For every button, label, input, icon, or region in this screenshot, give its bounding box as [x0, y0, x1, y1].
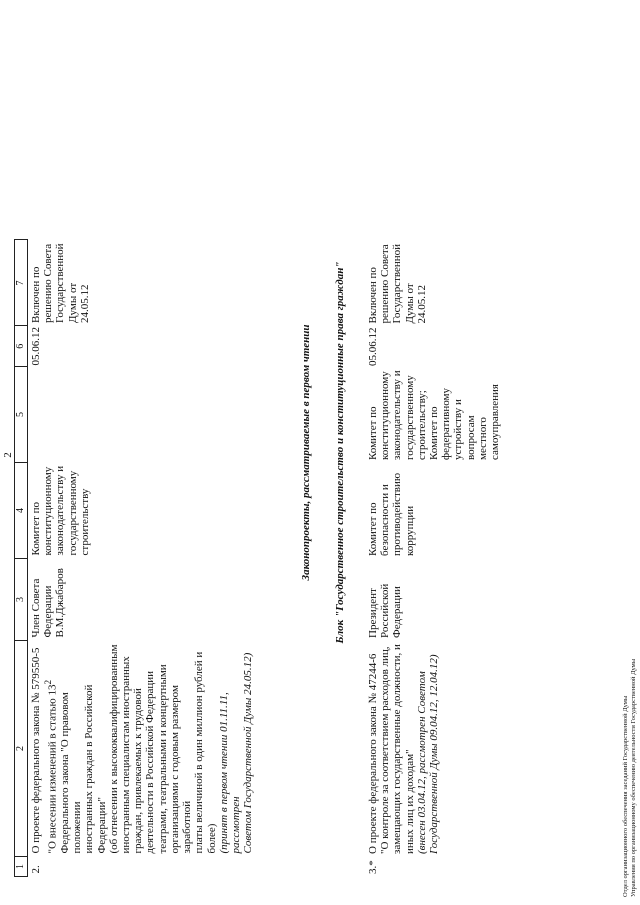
committee-line: конституционному: [42, 466, 55, 556]
co-committee-line: законодательству и: [391, 370, 404, 460]
decision-line: решению Совета: [42, 243, 55, 323]
initiator-line: Президент: [367, 588, 379, 638]
initiator: [365, 559, 503, 641]
bill-line: более): [205, 823, 218, 854]
co-committee-line: государственному: [403, 375, 416, 460]
table-header-row: [15, 240, 28, 877]
decision-line: Думы от 24.05.12: [66, 282, 91, 323]
decision-cell: [28, 240, 257, 326]
co-committee-line: самоуправления: [489, 384, 502, 460]
decision-line: Включен по: [367, 267, 379, 324]
responsible-committee: [28, 463, 257, 559]
bill-line: "О внесении изменений в статью $13^2$: [43, 679, 59, 854]
bill-line: О проекте федерального закона № 47244-6: [367, 653, 379, 854]
bill-note: (внесен 03.04.12, рассмотрен Советом: [415, 671, 428, 854]
bill-note: (принят в первом чтении 01.11.11, рассмотрен: [217, 692, 242, 854]
co-committee-line: конституционному: [379, 371, 392, 460]
bill-description: [365, 641, 503, 857]
bill-line: иностранным специалистам иностранных: [120, 656, 133, 854]
committee-line: Комитет по: [30, 501, 42, 556]
bill-line: платы величиной в один миллион рублей и: [193, 651, 206, 854]
co-committee-line: Комитет по: [367, 406, 379, 460]
bill-line: граждан, привлекаемых к трудовой: [132, 688, 145, 854]
committee-line: коррупции: [403, 505, 416, 556]
row-number: 3.*: [367, 860, 379, 874]
decision-line: Включен по: [30, 266, 42, 323]
bill-line: Федерального закона "О правовом положении: [59, 692, 84, 854]
decision-line: Государственной: [54, 243, 67, 323]
responsible-committee: [365, 463, 503, 559]
co-committee-line: строительству;: [415, 390, 428, 460]
co-executor-committee: [365, 367, 503, 463]
bill-line: организациями с годовым размером заработной: [168, 685, 194, 854]
date-cell: 05.06.12: [367, 327, 379, 366]
agenda-table-top: [14, 240, 256, 878]
initiator-line: Российской: [379, 583, 392, 638]
bill-note: Государственной Думы 09.04.12, 12.04.12): [428, 654, 441, 854]
committee-line: строительству: [78, 488, 91, 556]
column-header-6: 6: [15, 326, 28, 367]
committee-line: государственному: [66, 470, 79, 556]
co-executor-committee: [28, 367, 257, 463]
superscript: 2: [43, 679, 54, 685]
footer-line: Управления по организационному обеспечению деятельности Государственной Думы: [630, 658, 637, 897]
decision-cell: [365, 241, 503, 327]
table-row: [28, 240, 257, 877]
co-committee-line: федеративному: [440, 388, 453, 460]
bill-line: Федерации": [95, 797, 108, 854]
initiator-line: Федерации: [391, 586, 404, 638]
column-header-2: 2: [15, 641, 28, 857]
decision-line: Государственной: [391, 243, 404, 324]
bill-line: театрами, театральными и концертными: [156, 664, 169, 854]
initiator-line: В.М.Джабаров: [54, 568, 67, 638]
column-header-4: 4: [15, 463, 28, 559]
decision-line: решению Совета: [379, 244, 392, 324]
bill-line: (об отнесении к высококвалифицированным: [107, 644, 120, 854]
column-header-7: 7: [15, 240, 28, 326]
bill-line: О проекте федерального закона № 579550-5: [30, 647, 42, 854]
column-header-3: 3: [15, 559, 28, 641]
bill-line: замещающих государственные должности, и: [391, 644, 404, 854]
section-heading: Законопроекты, рассматриваемые в первом чтении: [300, 324, 312, 581]
agenda-table-bottom: [365, 241, 503, 878]
row-number: 2.: [30, 865, 42, 874]
initiator-line: Член Совета: [30, 578, 42, 638]
page-number: 2: [2, 452, 14, 458]
committee-line: противодействию: [391, 472, 404, 556]
column-header-1: 1: [15, 857, 28, 877]
column-header-5: 5: [15, 367, 28, 463]
bill-line: деятельности в Российской Федерации: [144, 670, 157, 854]
initiator: [28, 559, 257, 641]
bill-line: иностранных граждан в Российской: [83, 684, 96, 854]
table-row: [365, 241, 503, 878]
committee-line: безопасности и: [379, 484, 392, 556]
co-committee-line: устройству и: [452, 399, 465, 460]
committee-line: Комитет по: [367, 502, 379, 556]
bill-description: [28, 641, 257, 857]
co-committee-line: Комитет по: [428, 406, 441, 460]
co-committee-line: вопросам местного: [464, 415, 489, 460]
date-cell: 05.06.12: [30, 327, 42, 366]
bill-line: иных лиц их доходам": [403, 749, 416, 854]
decision-line: Думы от 24.05.12: [403, 283, 428, 324]
footer-line: Отдел организационного обеспечения заседаний Государственной Думы: [622, 695, 629, 897]
committee-line: законодательству и: [54, 465, 67, 556]
bill-note: Советом Государственной Думы 24.05.12): [242, 652, 255, 854]
initiator-line: Федерации: [42, 585, 55, 638]
block-title: Блок "Государственное строительство и конституционные права граждан": [334, 261, 346, 644]
bill-line: "О контроле за соответствием расходов лиц,: [379, 646, 392, 854]
